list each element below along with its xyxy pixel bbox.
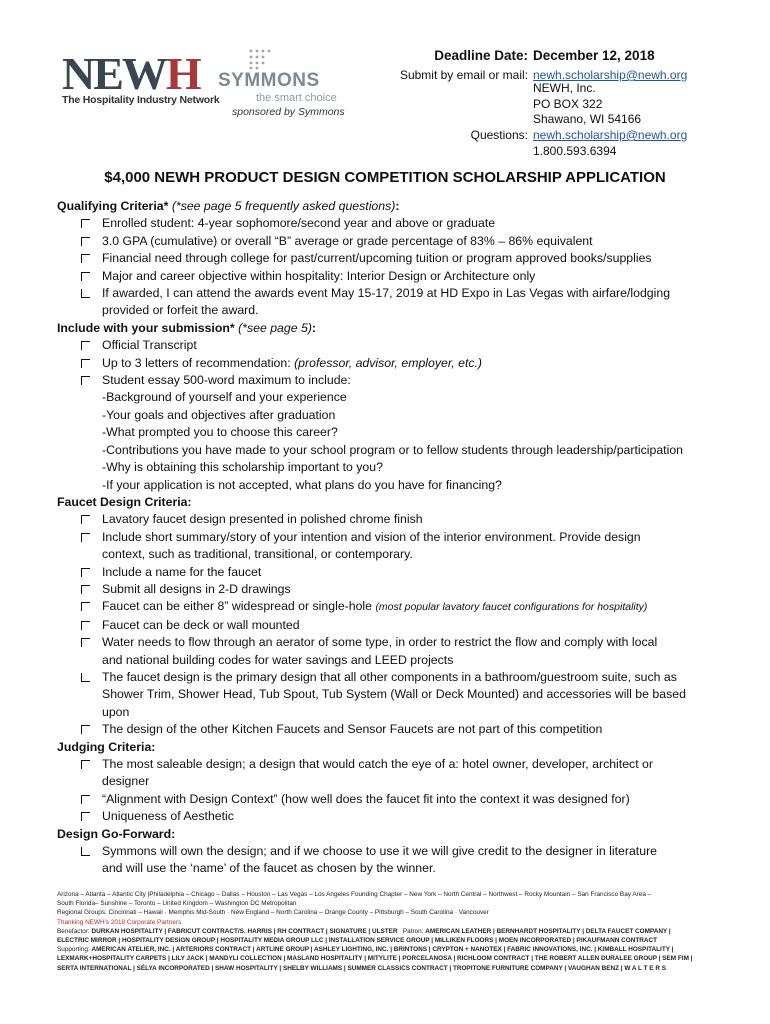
footer-benefactor-2 xyxy=(57,936,717,945)
submit-label: Submit by email or mail: xyxy=(399,68,528,82)
qualifying-item-continuation: provided or forfeit the award. xyxy=(102,303,259,318)
faucet-item xyxy=(57,564,737,581)
faucet-item-continuation: Shower Trim, Shower Head, Tub Spout, Tub System (Wall or Deck Mounted) and accessories will be based xyxy=(102,687,686,702)
faucet-item-text: Submit all designs in 2-D drawings xyxy=(102,581,291,596)
application-body xyxy=(57,198,737,878)
newh-wordmark-h: H xyxy=(165,48,200,99)
supporting-list-2: LEXMARK+HOSPITALITY CARPETS | LILY JACK | MANDYLI COLLECTION | MASLAND HOSPITALITY | MITYLITE | PORCELANOSA | RICHLOOM CONTRACT | THE ROBERT ALLEN DURALEE GROUP | SEM FIM | xyxy=(57,955,693,963)
include-heading xyxy=(57,320,737,337)
checkbox[interactable] xyxy=(81,219,90,228)
qualifying-item xyxy=(57,215,737,232)
checkbox[interactable] xyxy=(81,568,90,577)
symmons-tagline: the smart choice xyxy=(256,92,337,104)
supporting-list-3: SERTA INTERNATIONAL | SÉLYA INCORPORATED | SHAW HOSPITALITY | SHELBY WILLIAMS | SUMMER CLASSICS CONTRACT | TROPITONE FURNITURE COMPANY | VAUGHAN BENZ | W A L T E R S xyxy=(57,964,666,972)
faucet-item-continuation: and national building codes for water savings and LEED projects xyxy=(102,652,454,667)
checkbox[interactable] xyxy=(81,725,90,734)
faucet-item xyxy=(57,617,737,634)
faucet-item-text: Include a name for the faucet xyxy=(102,564,262,579)
benefactor-label: Benefactor: xyxy=(57,927,90,935)
faucet-item xyxy=(57,511,737,528)
questions-email-link[interactable]: newh.scholarship@newh.org xyxy=(533,128,688,142)
checkbox[interactable] xyxy=(81,602,90,611)
checkbox[interactable] xyxy=(81,341,90,350)
include-item xyxy=(57,337,737,354)
qualifying-note: (*see page 5 frequently asked questions) xyxy=(171,199,396,213)
address-line-2: PO BOX 322 xyxy=(533,97,603,111)
qualifying-heading-text: Qualifying Criteria* xyxy=(57,199,169,213)
faucet-item-continuation: context, such as traditional, transitional, or contemporary. xyxy=(102,547,413,562)
checkbox[interactable] xyxy=(81,515,90,524)
newh-logo xyxy=(62,48,220,112)
include-note: (*see page 5) xyxy=(238,320,312,335)
checkbox[interactable] xyxy=(81,289,90,298)
faucet-item-text: Lavatory faucet design presented in polished chrome finish xyxy=(102,512,423,527)
qualifying-colon: : xyxy=(395,199,400,213)
symmons-logo xyxy=(218,48,348,120)
faucet-heading: Faucet Design Criteria: xyxy=(57,494,192,509)
qualifying-item-text: Major and career objective within hospitality: Interior Design or Architecture only xyxy=(102,268,536,283)
checkbox[interactable] xyxy=(81,638,90,647)
address-line-1: NEWH, Inc. xyxy=(533,81,596,95)
patron-list: AMERICAN LEATHER | BERNHARDT HOSPITALITY | DELTA FAUCET COMPANY | xyxy=(425,927,671,935)
goforward-heading: Design Go-Forward: xyxy=(57,826,176,841)
qualifying-item xyxy=(57,268,737,285)
essay-point: -Background of yourself and your experience xyxy=(102,390,347,405)
qualifying-heading xyxy=(57,198,737,215)
checkbox[interactable] xyxy=(81,847,90,856)
goforward-item-continuation: and will use the ‘name’ of the faucet as chosen by the winner. xyxy=(102,861,436,876)
faucet-item-text: Include short summary/story of your intention and vision of the interior environment. Provide design xyxy=(102,529,641,544)
qualifying-item xyxy=(57,233,737,250)
qualifying-item xyxy=(57,250,737,267)
faucet-item-text: The faucet design is the primary design that all other components in a bathroom/guestroom suite, such as xyxy=(102,669,677,684)
include-item xyxy=(57,372,737,389)
sponsored-by: sponsored by Symmons xyxy=(232,106,345,118)
patron-label: Patron: xyxy=(402,927,424,935)
benefactor-list-2: ELECTRIC MIRROR | HOSPITALITY DESIGN GROUP | HOSPITALITY MEDIA GROUP LLC | INSTALLATION SERVICE GROUP | MILLIKEN FLOORS | MOEN INCORPORATED | P/KAUFMANN CONTRACT xyxy=(57,937,657,945)
judging-item xyxy=(57,791,737,808)
checkbox[interactable] xyxy=(81,359,90,368)
qualifying-item xyxy=(57,285,737,302)
address-line-3: Shawano, WI 54166 xyxy=(533,112,642,126)
deadline-value: December 12, 2018 xyxy=(533,48,655,63)
footer-supporting xyxy=(57,945,717,954)
faucet-item-text: Water needs to flow through an aerator of some type, in order to restrict the flow and comply with local xyxy=(102,635,658,650)
include-item-text: Up to 3 letters of recommendation: xyxy=(102,355,291,370)
page-title: $4,000 NEWH PRODUCT DESIGN COMPETITION SCHOLARSHIP APPLICATION xyxy=(104,169,666,186)
faucet-item xyxy=(57,721,737,738)
faucet-item-text: Faucet can be either 8” widespread or single-hole xyxy=(102,599,373,614)
faucet-item xyxy=(57,598,737,616)
checkbox[interactable] xyxy=(81,533,90,542)
footer-chapters-2: South Florida– Sunshine – Toronto – United Kingdom – Washington DC Metropolitan xyxy=(57,900,297,908)
judging-item-text: The most saleable design; a design that would catch the eye of a: hotel owner, developer, architect or xyxy=(102,757,653,771)
newh-tagline: The Hospitality Industry Network xyxy=(62,94,220,106)
newh-wordmark-new: NEW xyxy=(62,48,166,99)
include-item-text: Student essay 500-word maximum to include: xyxy=(102,373,351,388)
judging-item xyxy=(57,808,737,825)
deadline-label: Deadline Date: xyxy=(434,48,528,63)
faucet-item xyxy=(57,669,737,686)
qualifying-item-text: Enrolled student: 4-year sophomore/second year and above or graduate xyxy=(102,216,496,231)
judging-heading: Judging Criteria: xyxy=(57,739,156,754)
submit-email-link[interactable]: newh.scholarship@newh.org xyxy=(533,68,688,82)
essay-point: -Contributions you have made to your school program or to fellow students through leadership/participation xyxy=(102,442,684,457)
essay-point: -Why is obtaining this scholarship important to you? xyxy=(102,460,383,475)
goforward-item xyxy=(57,843,737,860)
faucet-item xyxy=(57,634,737,651)
footer-regional: Regional Groups: Cincinnati – Hawaii · Memphis Mid-South · New England – North Carolina – Orange County – Pittsburgh – South Carolina · Vancouver xyxy=(57,909,489,917)
include-item-note: (professor, advisor, employer, etc.) xyxy=(294,355,483,370)
faucet-item-continuation: upon xyxy=(102,704,130,719)
footer-benefactor xyxy=(57,927,717,936)
essay-point: -If your application is not accepted, what plans do you have for financing? xyxy=(102,477,502,492)
essay-point: -What prompted you to choose this career? xyxy=(102,425,338,440)
include-item xyxy=(57,355,737,372)
faucet-item xyxy=(57,581,737,598)
checkbox[interactable] xyxy=(81,760,90,769)
include-item-text: Official Transcript xyxy=(102,338,197,353)
checkbox[interactable] xyxy=(81,812,90,821)
qualifying-item-text: 3.0 GPA (cumulative) or overall “B” average or grade percentage of 83% – 86% equivalent xyxy=(102,233,593,248)
qualifying-item-text: Financial need through college for past/current/upcoming tuition or program approved books/supplies xyxy=(102,251,652,266)
faucet-item-text: The design of the other Kitchen Faucets and Sensor Faucets are not part of this competition xyxy=(102,722,603,737)
include-heading-text: Include with your submission* xyxy=(57,320,235,335)
footer xyxy=(57,890,717,973)
checkbox[interactable] xyxy=(81,376,90,385)
judging-item-continuation: designer xyxy=(102,774,150,789)
footer-thanking: Thanking NEWH’s 2018 Corporate Partners xyxy=(57,918,182,926)
checkbox[interactable] xyxy=(81,237,90,246)
qualifying-item-text: If awarded, I can attend the awards event May 15-17, 2019 at HD Expo in Las Vegas with airfare/lodging xyxy=(102,286,671,301)
checkbox[interactable] xyxy=(81,585,90,594)
symmons-dots-icon xyxy=(248,48,272,70)
footer-supporting-2 xyxy=(57,954,717,963)
judging-item-text: Uniqueness of Aesthetic xyxy=(102,809,234,824)
goforward-item-text: Symmons will own the design; and if we choose to use it we will give credit to the designer in literature xyxy=(102,844,657,859)
checkbox[interactable] xyxy=(81,673,90,682)
questions-label: Questions: xyxy=(470,128,528,142)
symmons-wordmark: SYMMONS xyxy=(218,70,320,91)
supporting-label: Supporting: xyxy=(57,946,90,954)
faucet-item-note: (most popular lavatory faucet configurations for hospitality) xyxy=(375,601,648,614)
benefactor-list: DURKAN HOSPITALITY | FABRICUT CONTRACT/S. HARRIS | RH CONTRACT | SIGNATURE | ULSTER xyxy=(91,927,398,935)
checkbox[interactable] xyxy=(81,621,90,630)
essay-point: -Your goals and objectives after graduation xyxy=(102,407,336,422)
footer-chapters: Arizona – Atlanta – Atlantic City |Philadelphia – Chicago – Dallas – Houston – Las Vegas – Los Angeles Founding Chapter – New York – North Central – Northwest – Rocky Mountain – San Francisco Bay Area – xyxy=(57,891,652,898)
checkbox[interactable] xyxy=(81,254,90,263)
faucet-item-text: Faucet can be deck or wall mounted xyxy=(102,617,300,632)
checkbox[interactable] xyxy=(81,272,90,281)
newh-wordmark xyxy=(62,48,200,99)
footer-supporting-3 xyxy=(57,964,717,973)
faucet-item xyxy=(57,529,737,546)
phone-number: 1.800.593.6394 xyxy=(533,144,617,158)
judging-item xyxy=(57,756,737,773)
checkbox[interactable] xyxy=(81,795,90,804)
judging-item-text: “Alignment with Design Context” (how well does the faucet fit into the context it was designed for) xyxy=(102,791,630,806)
include-colon: : xyxy=(311,320,317,335)
supporting-list: AMERICAN ATELIER, INC. | ARTERIORS CONTRACT | ARTLINE GROUP | ASHLEY LIGHTING, INC. | BRINTONS | CRYPTON + NANOTEX | FABRIC INNOVATIONS, INC. | KIMBALL HOSPITALITY | xyxy=(91,946,674,954)
